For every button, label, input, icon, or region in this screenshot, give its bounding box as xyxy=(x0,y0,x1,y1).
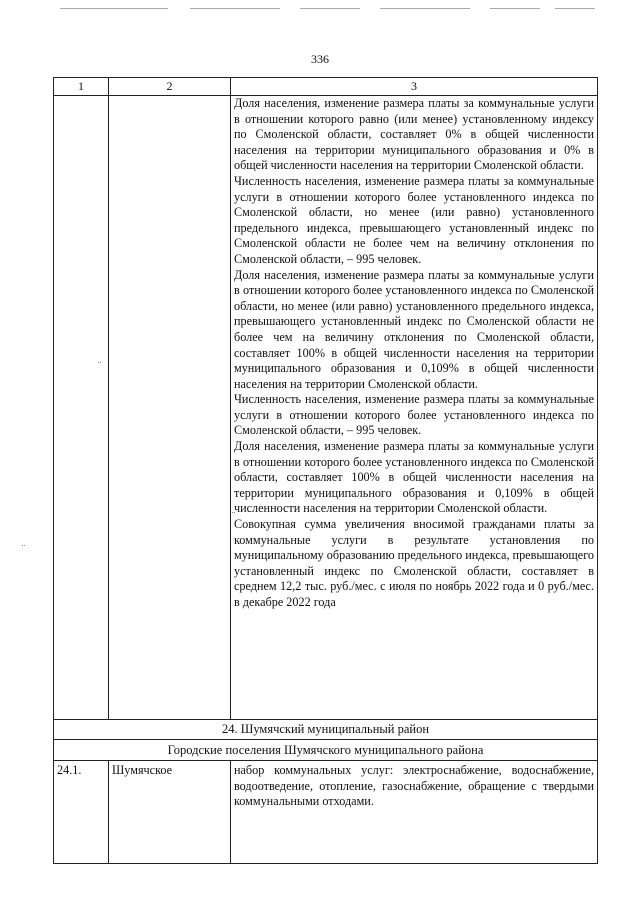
entry-description: набор коммунальных услуг: электроснабжение, водоснабжение, водоотведение, отопление, газоснабжение, обращение с твердыми коммунальными отходами. xyxy=(234,763,594,809)
paragraph: Доля населения, изменение размера платы за коммунальные услуги в отношении которого равно (или менее) установленному индексу по Смоленской области, составляет 0% в общей численности населения на территории муниципального образования и 0% в общей численности населения на территории Смоленской области. xyxy=(234,96,594,173)
document-table xyxy=(53,77,598,864)
paragraph: Доля населения, изменение размера платы за коммунальные услуги в отношении которого более установленного индекса по Смоленской области, составляет 100% в общей численности населения на территории муниципального образования и 0,109% в общей численности населения на территории Смоленской области. xyxy=(234,439,594,516)
header-col-3: 3 xyxy=(231,78,598,96)
table-header-row xyxy=(54,78,598,96)
top-rule xyxy=(190,8,280,9)
entry-text xyxy=(231,761,598,864)
paragraph: Численность населения, изменение размера платы за коммунальные услуги в отношении которого более установленного индекса по Смоленской области, но менее (или равно) установленного предельного индекса, превышающего установленный индекс по Смоленской области не более чем на величину отклонения по Смоленской области, – 995 человек. xyxy=(234,173,594,266)
entry-number: 24.1. xyxy=(54,761,109,864)
entry-name: Шумячское xyxy=(109,761,231,864)
header-col-2: 2 xyxy=(109,78,231,96)
section-row xyxy=(54,720,598,740)
row-number-cell xyxy=(54,96,109,720)
header-col-1: 1 xyxy=(54,78,109,96)
row-name-cell xyxy=(109,96,231,720)
top-rule xyxy=(380,8,470,9)
scan-mark xyxy=(232,512,235,513)
top-rule xyxy=(490,8,540,9)
scan-mark xyxy=(98,362,101,363)
row-text-cell xyxy=(231,96,598,720)
paragraph: Совокупная сумма увеличения вносимой гражданами платы за коммунальные услуги в результате установления по муниципальному образованию предельного индекса, превышающего установленный индекс по Смоленской области, составляет в среднем 12,2 тыс. руб./мес. с июля по ноябрь 2022 года и 0 руб./мес. в декабре 2022 года xyxy=(234,517,594,609)
paragraph: Доля населения, изменение размера платы за коммунальные услуги в отношении которого более установленного индекса по Смоленской области, но менее (или равно) установленного предельного индекса, превышающего установленный индекс по Смоленской области не более чем на величину отклонения по Смоленской области, составляет 100% в общей численности населения на территории муниципального образования и 0,109% в общей численности населения на территории Смоленской области. xyxy=(234,267,594,391)
page-number: 336 xyxy=(311,52,329,66)
top-rule xyxy=(60,8,168,9)
subsection-row xyxy=(54,740,598,761)
paragraph: Численность населения, изменение размера платы за коммунальные услуги в отношении которого более установленного индекса по Смоленской области, – 995 человек. xyxy=(234,392,594,438)
scan-mark xyxy=(22,545,25,546)
table-row xyxy=(54,96,598,720)
section-title: 24. Шумячский муниципальный район xyxy=(54,720,598,740)
top-rule xyxy=(555,8,595,9)
top-rule xyxy=(300,8,360,9)
subsection-title: Городские поселения Шумячского муниципального района xyxy=(54,740,598,761)
table-row xyxy=(54,761,598,864)
